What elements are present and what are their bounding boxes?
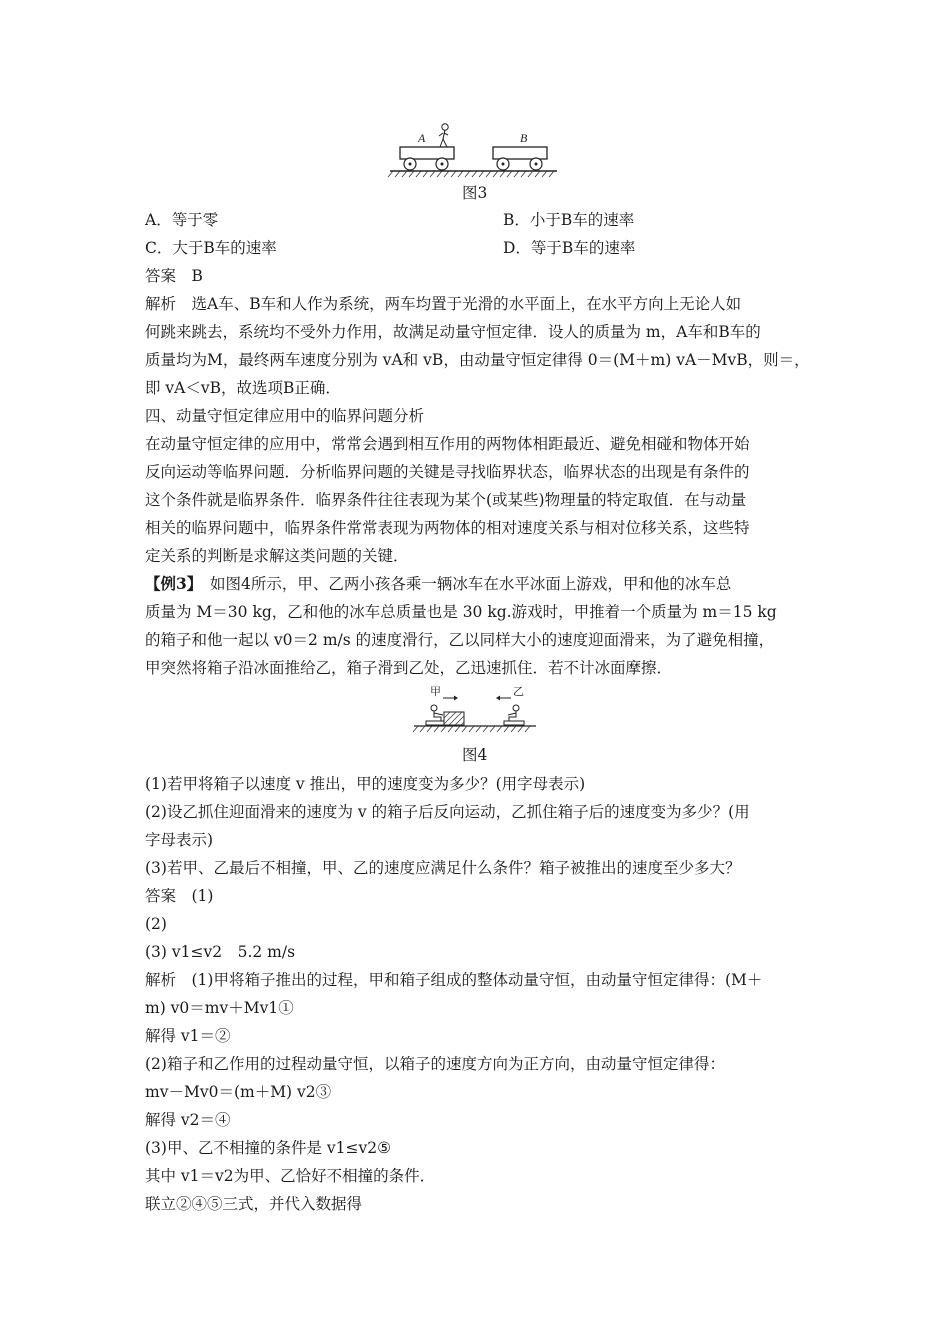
example-line-1 <box>145 574 731 594</box>
figure4-caption: 图4 <box>462 746 488 764</box>
answer-2-line-1: 答案 (1) <box>145 887 214 905</box>
analysis-1-line-4: 即 vA＜vB，故选项B正确． <box>145 379 341 397</box>
answer-1: 答案 B <box>145 267 203 285</box>
figure3-label-b: B <box>520 131 528 145</box>
analysis-1-line-1: 解析 选A车、B车和人作为系统，两车均置于光滑的水平面上，在水平方向上无论人如 <box>145 295 742 313</box>
figure4-label-yi: 乙 <box>513 685 524 698</box>
analysis-2-line-7: (3)甲、乙不相撞的条件是 v1≤v2⑤ <box>145 1139 392 1157</box>
figure3-label-a: A <box>418 131 426 145</box>
analysis-2-line-4: (2)箱子和乙作用的过程动量守恒，以箱子的速度方向为正方向，由动量守恒定律得： <box>145 1055 725 1073</box>
example-line-2: 质量为 M＝30 kg，乙和他的冰车总质量也是 30 kg.游戏时，甲推着一个质量为 m＝15 kg <box>145 603 777 621</box>
option-b: B．小于B车的速率 <box>503 211 635 229</box>
section-body-line-1: 在动量守恒定律的应用中，常常会遇到相互作用的两物体相距最近、避免相碰和物体开始 <box>145 435 750 453</box>
option-a: A．等于零 <box>145 211 219 229</box>
analysis-1-line-3: 质量均为M，最终两车速度分别为 vA和 vB，由动量守恒定律得 0＝(M＋m) vA－MvB，则＝， <box>145 351 810 369</box>
analysis-2-line-5: mv－Mv0＝(m＋M) v2③ <box>145 1083 332 1101</box>
example-line-3: 的箱子和他一起以 v0＝2 m/s 的速度滑行，乙以同样大小的速度迎面滑来，为了避免相撞， <box>145 631 775 649</box>
section-body-line-5: 定关系的判断是求解这类问题的关键． <box>145 547 409 565</box>
option-d: D．等于B车的速率 <box>503 239 636 257</box>
figure3-carts-diagram <box>385 122 565 182</box>
section-heading: 四、动量守恒定律应用中的临界问题分析 <box>145 407 425 425</box>
analysis-2-line-2: m) v0＝mv＋Mv1① <box>145 999 294 1017</box>
figure3-caption: 图3 <box>462 184 488 202</box>
answer-2-line-3: (3) v1≤v2 5.2 m/s <box>145 943 296 961</box>
example-intro: 如图4所示，甲、乙两小孩各乘一辆冰车在水平冰面上游戏，甲和他的冰车总 <box>194 575 732 593</box>
figure4-label-jia: 甲 <box>430 685 441 698</box>
analysis-2-line-3: 解得 v1＝② <box>145 1027 231 1045</box>
example-tag: 【例3】 <box>145 574 195 593</box>
analysis-2-line-8: 其中 v1＝v2为甲、乙恰好不相撞的条件． <box>145 1167 436 1185</box>
analysis-2-line-6: 解得 v2＝④ <box>145 1111 231 1129</box>
answer-2-line-2: (2) <box>145 915 167 933</box>
analysis-1-line-2: 何跳来跳去，系统均不受外力作用，故满足动量守恒定律．设人的质量为 m，A车和B车的 <box>145 323 761 341</box>
section-body-line-4: 相关的临界问题中，临界条件常常表现为两物体的相对速度关系与相对位移关系，这些特 <box>145 519 750 537</box>
analysis-2-line-1: 解析 (1)甲将箱子推出的过程，甲和箱子组成的整体动量守恒，由动量守恒定律得：(M＋ <box>145 971 763 989</box>
section-body-line-2: 反向运动等临界问题．分析临界问题的关键是寻找临界状态，临界状态的出现是有条件的 <box>145 463 750 481</box>
example-line-4: 甲突然将箱子沿冰面推给乙，箱子滑到乙处，乙迅速抓住．若不计冰面摩擦． <box>145 659 673 677</box>
analysis-2-line-9: 联立②④⑤三式，并代入数据得 <box>145 1195 363 1213</box>
figure4-sleds-diagram <box>410 684 540 738</box>
section-body-line-3: 这个条件就是临界条件．临界条件往往表现为某个(或某些)物理量的特定取值．在与动量 <box>145 491 747 509</box>
question-2-line-2: 字母表示) <box>145 831 214 849</box>
question-1: (1)若甲将箱子以速度 v 推出，甲的速度变为多少？(用字母表示) <box>145 775 586 793</box>
question-3: (3)若甲、乙最后不相撞，甲、乙的速度应满足什么条件？箱子被推出的速度至少多大？ <box>145 859 741 877</box>
question-2-line-1: (2)设乙抓住迎面滑来的速度为 v 的箱子后反向运动，乙抓住箱子后的速度变为多少？(用 <box>145 803 750 821</box>
option-c: C．大于B车的速率 <box>145 239 277 257</box>
